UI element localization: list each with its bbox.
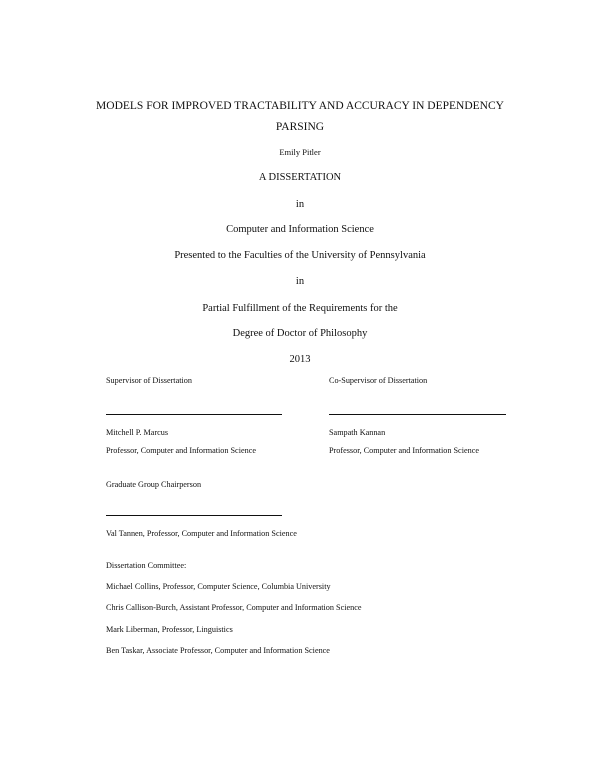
degree-name: Degree of Doctor of Philosophy [232, 328, 368, 339]
presented-to: Presented to the Faculties of the University of Pennsylvania [174, 250, 426, 261]
co-supervisor-title: Professor, Computer and Information Science [329, 446, 479, 455]
supervisor-label: Supervisor of Dissertation [106, 376, 192, 385]
chair-signature-line [106, 515, 282, 516]
committee-member: Chris Callison-Burch, Assistant Professor, Computer and Information Science [106, 603, 362, 612]
in-text-1: in [295, 199, 305, 210]
supervisor-title: Professor, Computer and Information Science [106, 446, 256, 455]
committee-member: Michael Collins, Professor, Computer Science, Columbia University [106, 582, 331, 591]
committee-member: Ben Taskar, Associate Professor, Computer and Information Science [106, 646, 330, 655]
title-line-1: MODELS FOR IMPROVED TRACTABILITY AND ACCURACY IN DEPENDENCY [96, 100, 504, 112]
chair-name-title: Val Tannen, Professor, Computer and Information Science [106, 529, 297, 538]
co-supervisor-signature-line [329, 414, 506, 415]
in-text-2: in [295, 276, 305, 287]
committee-label: Dissertation Committee: [106, 561, 187, 570]
field-of-study: Computer and Information Science [226, 224, 374, 235]
supervisor-name: Mitchell P. Marcus [106, 428, 169, 437]
document-type: A DISSERTATION [258, 172, 342, 183]
co-supervisor-name: Sampath Kannan [329, 428, 386, 437]
co-supervisor-label: Co-Supervisor of Dissertation [329, 376, 428, 385]
supervisor-signature-line [106, 414, 282, 415]
chair-label: Graduate Group Chairperson [106, 480, 202, 489]
committee-member: Mark Liberman, Professor, Linguistics [106, 625, 233, 634]
author-name: Emily Pitler [279, 147, 321, 157]
year: 2013 [289, 354, 311, 365]
partial-fulfillment: Partial Fulfillment of the Requirements for the [202, 303, 398, 314]
title-line-2: PARSING [275, 121, 325, 133]
